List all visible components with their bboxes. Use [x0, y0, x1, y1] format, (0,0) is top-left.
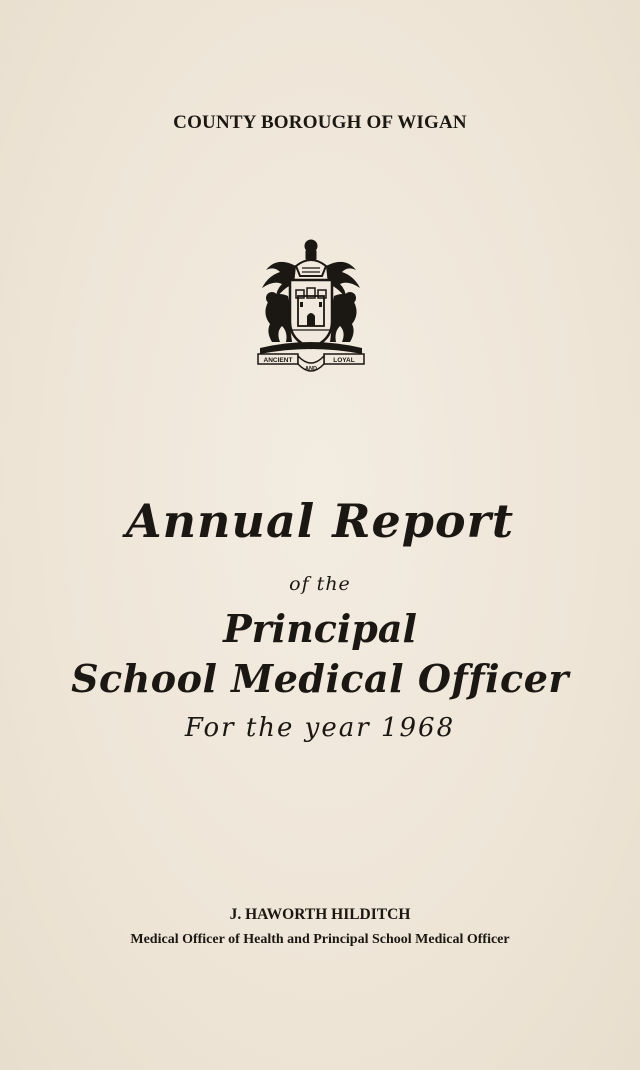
title-annual-report: Annual Report — [125, 494, 515, 548]
author-name: J. HAWORTH HILDITCH — [229, 906, 411, 923]
wigan-coat-of-arms-icon — [252, 236, 370, 378]
title-year: For the year 1968 — [184, 713, 456, 743]
author-role: Medical Officer of Health and Principal School Medical Officer — [130, 932, 510, 947]
organisation-heading: COUNTY BOROUGH OF WIGAN — [173, 112, 467, 133]
svg-text:LOYAL: LOYAL — [333, 357, 355, 364]
title-school-medical-officer: School Medical Officer — [71, 656, 569, 701]
title-principal: Principal — [223, 606, 417, 651]
title-of-the: of the — [289, 573, 351, 595]
svg-text:AND: AND — [305, 366, 317, 372]
svg-text:ANCIENT: ANCIENT — [263, 357, 293, 364]
